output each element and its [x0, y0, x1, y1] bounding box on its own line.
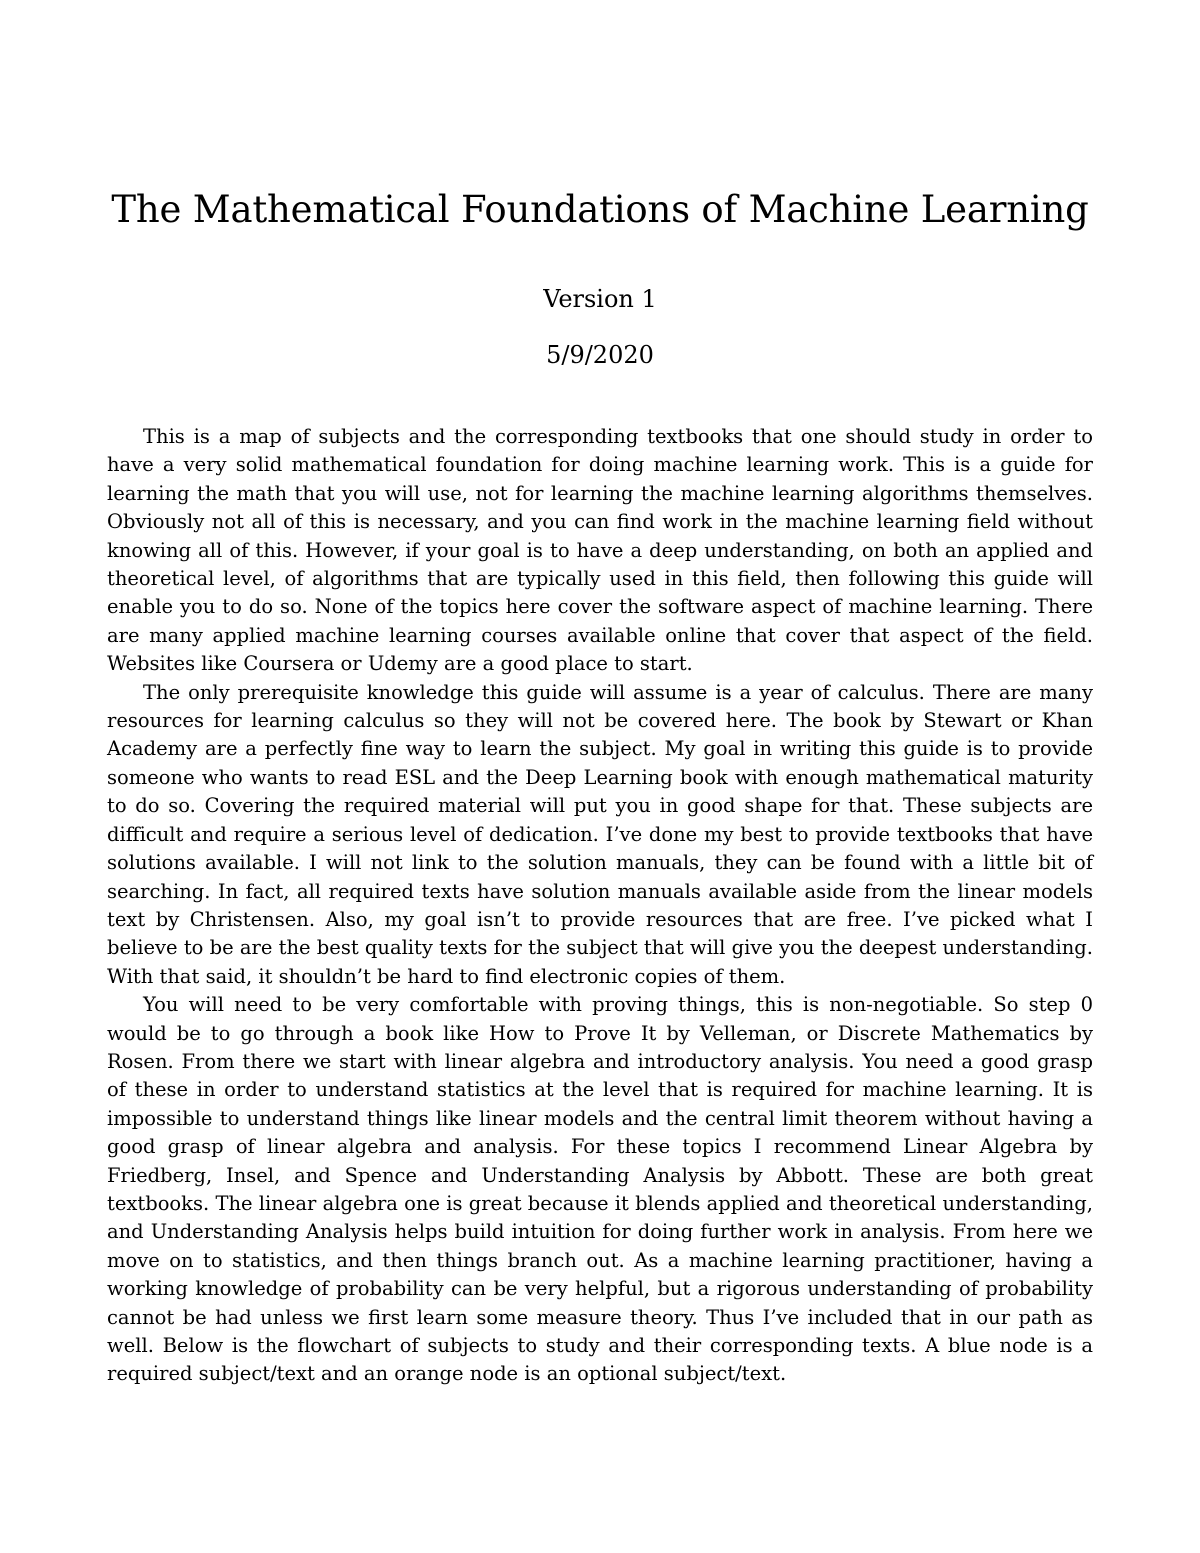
- paragraph-intro: This is a map of subjects and the corresponding textbooks that one should study in order to have a very solid mathematical foundation for doing machine learning work. This is a guide for learning the math that you will use, not for learning the machine learning algorithms themselves. Obviously not all of this is necessary, and you can find work in the machine learning field without knowing all of this. However, if your goal is to have a deep understanding, on both an applied and theoretical level, of algorithms that are typically used in this field, then following this guide will enable you to do so. None of the topics here cover the software aspect of machine learning. There are many applied machine learning courses available online that cover that aspect of the field. Websites like Coursera or Udemy are a good place to start.: [107, 425, 1093, 676]
- paragraph-study-path: You will need to be very comfortable with proving things, this is non-negotiable. So step 0 would be to go through a book like How to Prove It by Velleman, or Discrete Mathematics by Rosen. From there we start with linear algebra and introductory analysis. You need a good grasp of these in order to understand statistics at the level that is required for machine learning. It is impossible to understand things like linear models and the central limit theorem without having a good grasp of linear algebra and analysis. For these topics I recommend Linear Algebra by Friedberg, Insel, and Spence and Understanding Analysis by Abbott. These are both great textbooks. The linear algebra one is great because it blends applied and theoretical understanding, and Understanding Analysis helps build intuition for doing further work in analysis. From here we move on to statistics, and then things branch out. As a machine learning practitioner, having a working knowledge of probability can be very helpful, but a rigorous understanding of probability cannot be had unless we first learn some measure theory. Thus I’ve included that in our path as well. Below is the flowchart of subjects to study and their corresponding texts. A blue node is a required subject/text and an orange node is an optional subject/text.: [107, 993, 1093, 1386]
- document-body: [107, 423, 1093, 1389]
- document-title: The Mathematical Foundations of Machine Learning: [111, 188, 1089, 231]
- document-date: 5/9/2020: [546, 341, 654, 369]
- document-version: Version 1: [543, 285, 657, 313]
- paragraph-prerequisites: The only prerequisite knowledge this guide will assume is a year of calculus. There are many resources for learning calculus so they will not be covered here. The book by Stewart or Khan Academy are a perfectly fine way to learn the subject. My goal in writing this guide is to provide someone who wants to read ESL and the Deep Learning book with enough mathematical maturity to do so. Covering the required material will put you in good shape for that. These subjects are difficult and require a serious level of dedication. I’ve done my best to provide textbooks that have solutions available. I will not link to the solution manuals, they can be found with a little bit of searching. In fact, all required texts have solution manuals available aside from the linear models text by Christensen. Also, my goal isn’t to provide resources that are free. I’ve picked what I believe to be are the best quality texts for the subject that will give you the deepest understanding. With that said, it shouldn’t be hard to find electronic copies of them.: [107, 680, 1093, 988]
